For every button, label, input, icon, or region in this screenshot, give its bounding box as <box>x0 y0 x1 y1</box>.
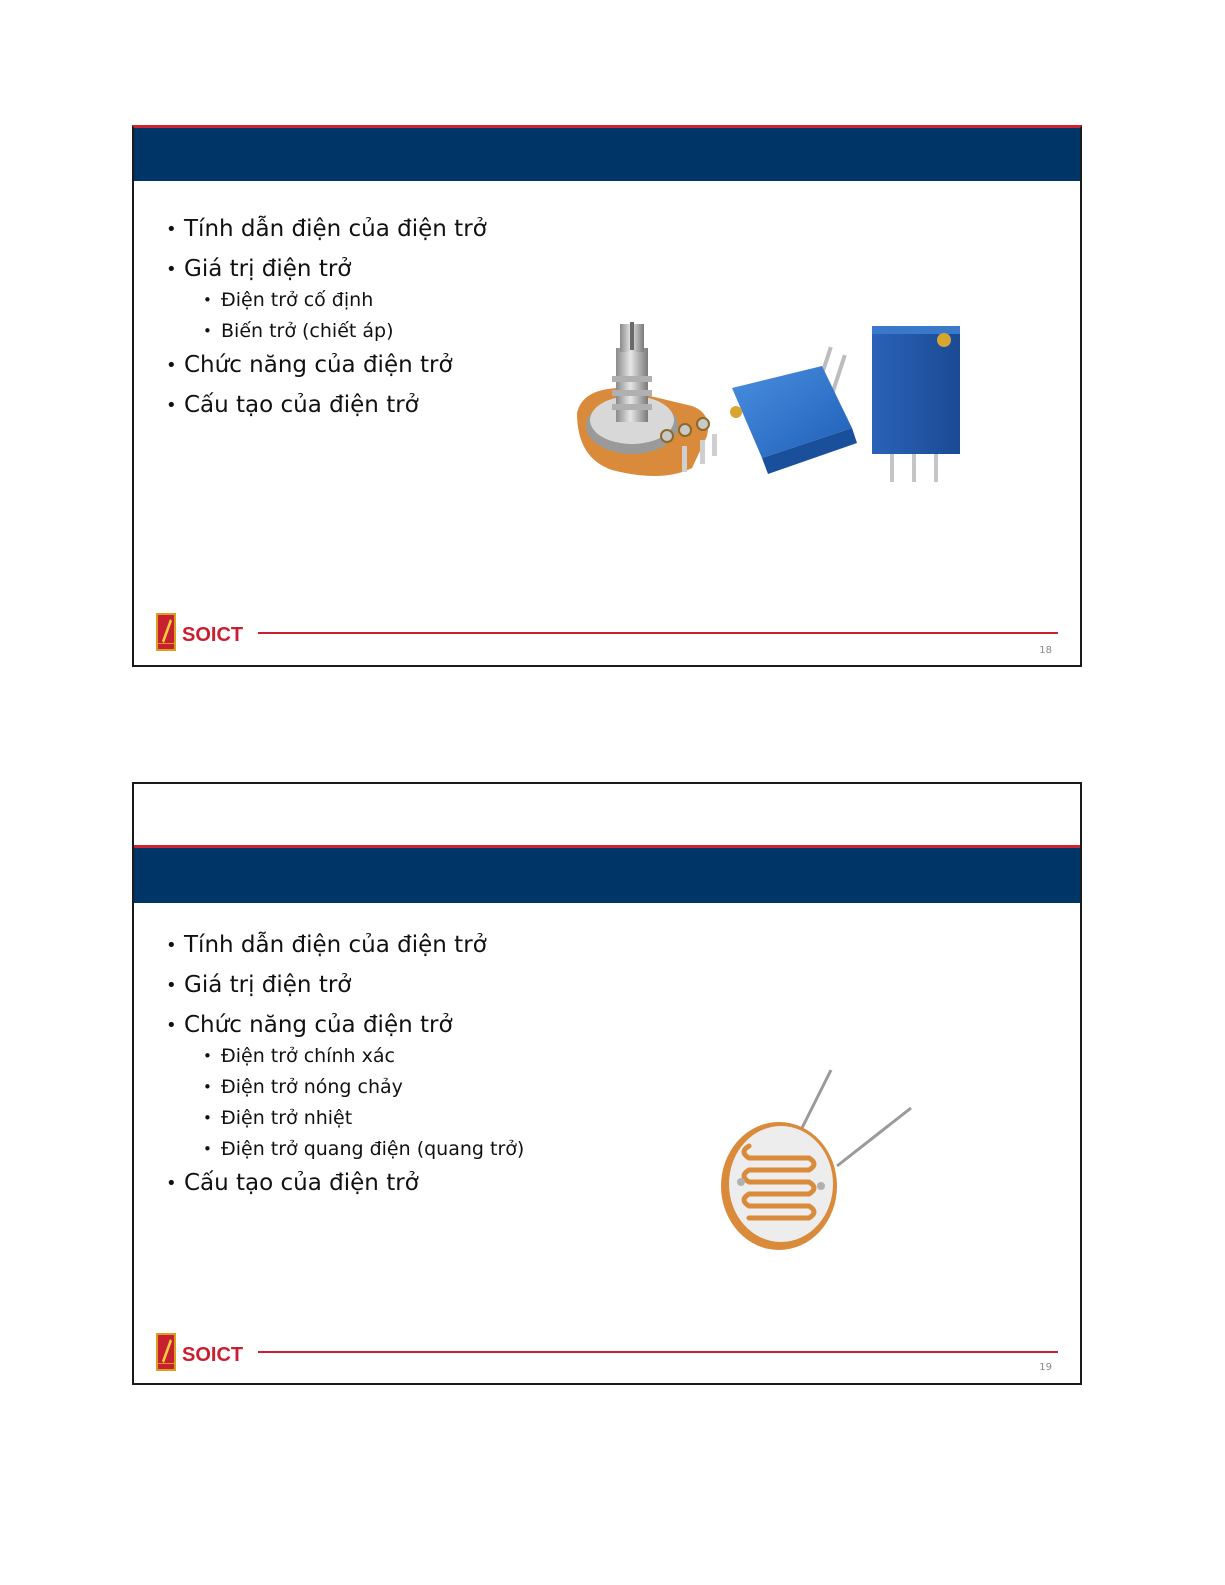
slide-18 <box>132 125 1082 667</box>
potentiometer-trimmer-photo <box>572 318 962 483</box>
photoresistor-ldr-photo <box>719 1068 914 1258</box>
sub-bullet-item: • Điện trở nóng chảy <box>166 1075 524 1106</box>
bullet-item: • Cấu tạo của điện trở <box>166 1168 524 1208</box>
footer-rule <box>258 1351 1058 1353</box>
bullet-item: • Tính dẫn điện của điện trở <box>166 214 487 254</box>
slide-header-bar <box>134 845 1080 903</box>
bullet-item: • Chức năng của điện trở <box>166 350 487 390</box>
bullet-item: • Giá trị điện trở <box>166 254 487 294</box>
logo-text: SOICT <box>182 1344 244 1366</box>
sub-bullet-item: • Điện trở quang điện (quang trở) <box>166 1137 524 1168</box>
bullet-list <box>166 930 524 1208</box>
logo-text: SOICT <box>182 624 244 646</box>
bullet-list <box>166 214 487 430</box>
bullet-item: • Cấu tạo của điện trở <box>166 390 487 430</box>
slide-header-bar <box>134 128 1080 181</box>
bullet-item: • Chức năng của điện trở <box>166 1010 524 1050</box>
slide-19 <box>132 782 1082 1385</box>
soict-logo-icon <box>154 611 249 653</box>
page-number: 19 <box>1039 1362 1052 1373</box>
bullet-item: • Giá trị điện trở <box>166 970 524 1010</box>
bullet-item: • Tính dẫn điện của điện trở <box>166 930 524 970</box>
page-number: 18 <box>1039 645 1052 656</box>
soict-logo-icon <box>154 1331 249 1373</box>
sub-bullet-item: • Điện trở cố định <box>166 288 487 319</box>
sub-bullet-item: • Điện trở chính xác <box>166 1044 524 1075</box>
footer-rule <box>258 632 1058 634</box>
sub-bullet-item: • Điện trở nhiệt <box>166 1106 524 1137</box>
sub-bullet-item: • Biến trở (chiết áp) <box>166 319 487 350</box>
